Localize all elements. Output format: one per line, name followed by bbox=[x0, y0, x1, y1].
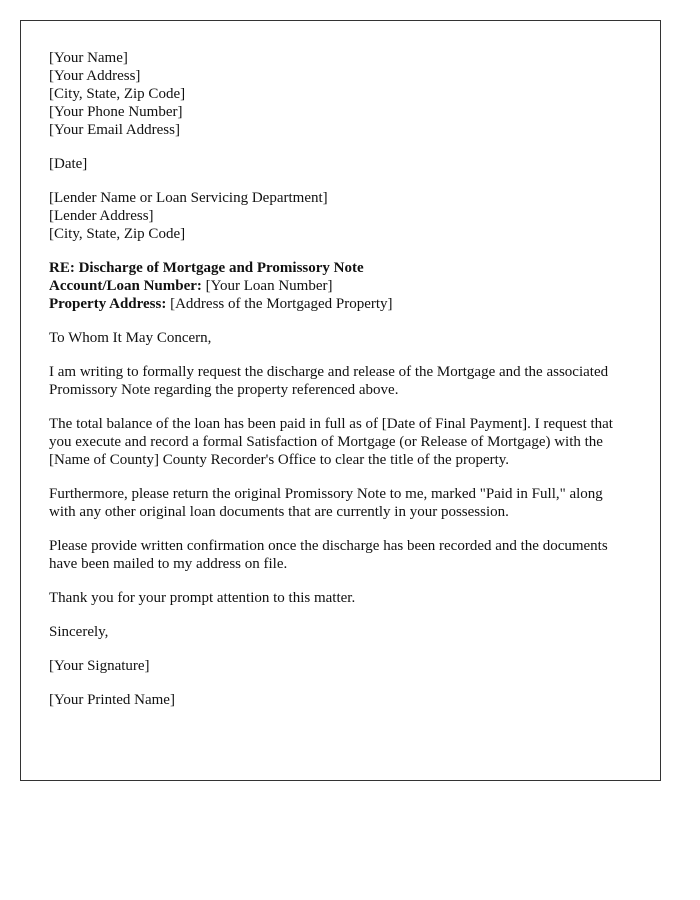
account-value: [Your Loan Number] bbox=[201, 278, 333, 294]
account-line bbox=[49, 277, 632, 295]
subject-block bbox=[49, 259, 632, 313]
subject-re: RE: Discharge of Mortgage and Promissory Note bbox=[49, 260, 364, 276]
recipient-block bbox=[49, 189, 632, 243]
body-paragraph: Please provide written confirmation once the discharge has been recorded and the documents have been mailed to my address on file. bbox=[49, 538, 608, 572]
sender-name: [Your Name] bbox=[49, 50, 128, 66]
property-value: [Address of the Mortgaged Property] bbox=[166, 296, 393, 312]
recipient-city: [City, State, Zip Code] bbox=[49, 226, 186, 242]
letter-page bbox=[20, 20, 661, 781]
property-label: Property Address: bbox=[49, 296, 167, 312]
salutation: To Whom It May Concern, bbox=[49, 330, 212, 346]
body-paragraph: I am writing to formally request the discharge and release of the Mortgage and the associated Promissory Note regarding the property referenced above. bbox=[49, 364, 609, 398]
body-paragraph: Thank you for your prompt attention to this matter. bbox=[49, 590, 356, 606]
recipient-address: [Lender Address] bbox=[49, 208, 154, 224]
date: [Date] bbox=[49, 156, 88, 172]
account-label: Account/Loan Number: bbox=[49, 278, 202, 294]
sender-address: [Your Address] bbox=[49, 68, 141, 84]
body-paragraph: Furthermore, please return the original Promissory Note to me, marked "Paid in Full," along with any other original loan documents that are currently in your possession. bbox=[49, 486, 603, 520]
sender-city: [City, State, Zip Code] bbox=[49, 86, 186, 102]
body-paragraph: The total balance of the loan has been paid in full as of [Date of Final Payment]. I request that you execute and record a formal Satisfaction of Mortgage (or Release of Mortgage) with the [Name of County] County Recorder's Office to clear the title of the property. bbox=[49, 416, 613, 468]
sender-block bbox=[49, 49, 632, 139]
sender-email: [Your Email Address] bbox=[49, 122, 180, 138]
property-line bbox=[49, 295, 632, 313]
recipient-name: [Lender Name or Loan Servicing Department] bbox=[49, 190, 328, 206]
closing: Sincerely, bbox=[49, 624, 109, 640]
sender-phone: [Your Phone Number] bbox=[49, 104, 183, 120]
printed-name: [Your Printed Name] bbox=[49, 692, 175, 708]
signature: [Your Signature] bbox=[49, 658, 150, 674]
